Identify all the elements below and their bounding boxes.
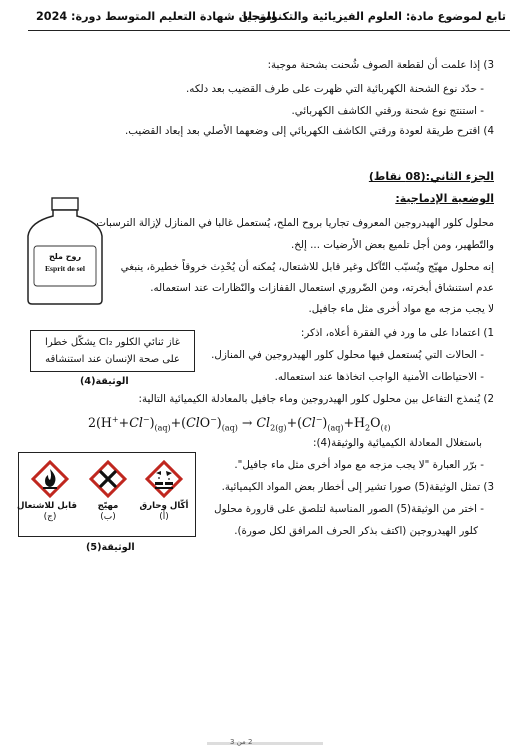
- q3-sub2: - استنتج نوع شحنة ورقتي الكاشف الكهربائي.: [291, 105, 484, 117]
- doc4-line-1: غاز ثنائي الكلور Cl₂ يشكّل خطرا: [45, 337, 180, 348]
- doc5-caption: الوثيقة(5): [86, 542, 135, 553]
- q3-sub1: - حدّد نوع الشحنة الكهربائية التي ظهرت على طرف القضيب بعد دلكه.: [186, 83, 484, 95]
- document-4-box: [30, 330, 195, 372]
- pictogram-letter-b: (ب): [100, 512, 116, 522]
- pictogram-flammable: [17, 459, 77, 522]
- paragraph-line-2: والتّطهير، ومن أجل تلميع بعض الأرضيات ... إلخ.: [290, 239, 494, 251]
- q3-part2-sub1: - اختر من الوثيقة(5) الصور المناسبة لتلصق على قارورة محلول: [214, 503, 484, 515]
- q4-text: 4) اقترح طريقة لعودة ورقتي الكاشف الكهربائي إلى وضعهما الأصلي بعد إبعاد القضيب.: [124, 125, 494, 137]
- doc4-caption: الوثيقة(4): [80, 376, 129, 387]
- pictogram-letter-a: (أ): [159, 512, 169, 522]
- exam-title: امتحان شهادة التعليم المتوسط دورة: 2024: [36, 10, 276, 23]
- q1-text: 1) اعتمادا على ما ورد في الفقرة أعلاه، اذكر:: [300, 327, 494, 339]
- q3-text: 3) إذا علمت أن لقطعة الصوف شُحنت بشحنة موجبة:: [267, 59, 494, 71]
- irritant-icon: [88, 459, 128, 499]
- pictogram-irritant: [81, 459, 135, 522]
- pictogram-label-corrosive: أكّال وحارق: [139, 501, 189, 511]
- q3-part2-text: 3) تمثل الوثيقة(5) صورا تشير إلى أخطار بعض المواد الكيميائية.: [221, 481, 494, 493]
- pictogram-label-flammable: قابل للاشتعال: [17, 501, 77, 511]
- q2-text: 2) يُنمذج التفاعل بين محلول كلور الهيدروجين وماء جافيل بالمعادلة الكيميائية التالية:: [138, 393, 494, 405]
- flammable-icon: [30, 459, 70, 499]
- situation-title: الوضعية الإدماجية:: [395, 192, 494, 205]
- q2-sub1: - برّر العبارة "لا يجب مزجه مع مواد أخرى مثل ماء جافيل".: [234, 459, 484, 471]
- part2-title: الجزء الثاني:(08 نقاط): [368, 170, 494, 183]
- header-divider: [28, 30, 510, 31]
- page-header: [36, 10, 506, 28]
- q2-followup: باستغلال المعادلة الكيميائية والوثيقة(4):: [312, 437, 482, 449]
- corrosive-icon: [144, 459, 184, 499]
- subject-title: تابع لموضوع مادة: العلوم الفيزيائية والتكنولوجيا: [242, 10, 506, 23]
- pictogram-label-irritant: مهيّج: [97, 501, 119, 511]
- pictogram-letter-c: (ج): [43, 512, 57, 522]
- bottle-label-fr: Esprit de sel: [44, 264, 86, 273]
- doc4-line-2: على صحة الإنسان عند استنشاقه: [45, 354, 180, 365]
- q3-part2-sub2: كلور الهيدروجين (اكتف بذكر الحرف المرافق لكل صورة).: [234, 525, 478, 537]
- chemical-equation: $2(H^++Cl^-)_{(aq)}+(ClO^-)_{(aq)} \to Cl_{2(g)}+(Cl^-)_{(aq)}+H_2O_{(\ell)}$: [88, 415, 391, 433]
- q1-sub2: - الاحتياطات الأمنية الواجب اتخاذها عند استعماله.: [274, 371, 484, 383]
- paragraph-line-3: إنه محلول مهيّج ويُسبّب التّآكل وغير قابل للاشتعال، يُمكنه أن يُحْدِث خروقاً خطيرة، ينبغي: [120, 261, 494, 273]
- paragraph-line-1: محلول كلور الهيدروجين المعروف تجاريا بروح الملح، يُستعمل غالبا في المنازل لإزالة الترسبات: [96, 217, 494, 229]
- pictogram-corrosive: [137, 459, 191, 522]
- page-footer: [205, 738, 325, 748]
- bottle-label-ar: روح ملح: [48, 252, 82, 261]
- q1-sub1: - الحالات التي يُستعمل فيها محلول كلور الهيدروجين في المنازل.: [211, 349, 484, 361]
- paragraph-line-5: لا يجب مزجه مع مواد أخرى مثل ماء جافيل.: [308, 303, 494, 315]
- page-number: 2 من 3: [230, 738, 253, 746]
- document-5-box: [18, 452, 196, 537]
- paragraph-line-4: عدم استنشاق أبخرته، ومن الضّروري استعمال القفازات والنّظارات عند استعماله.: [150, 282, 494, 294]
- footer-page-marker: [205, 738, 325, 748]
